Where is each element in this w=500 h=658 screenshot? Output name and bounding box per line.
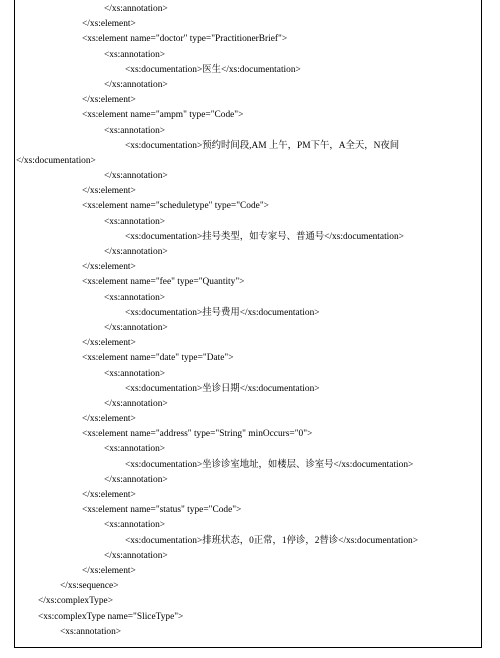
code-line: <xs:element name="ampm" type="Code">	[82, 110, 244, 121]
code-line: <xs:annotation>	[104, 125, 166, 136]
code-line: </xs:annotation>	[104, 398, 168, 409]
code-line: </xs:element>	[82, 338, 136, 349]
code-line: <xs:element name="address" type="String" minOccurs="0">	[82, 429, 313, 440]
xml-schema-listing	[0, 2, 500, 640]
code-line: <xs:element name="status" type="Code">	[82, 505, 242, 516]
code-line: <xs:documentation>坐诊日期</xs:documentation>	[125, 383, 320, 394]
code-line: <xs:documentation>坐诊诊室地址，如楼层、诊室号</xs:documentation>	[125, 459, 414, 470]
code-line: </xs:annotation>	[104, 171, 168, 182]
code-line: </xs:annotation>	[104, 79, 168, 90]
code-line: <xs:annotation>	[104, 49, 166, 60]
code-line: <xs:complexType name="SliceType">	[38, 611, 184, 622]
code-line: </xs:annotation>	[104, 4, 168, 14]
code-line: </xs:annotation>	[104, 474, 168, 485]
code-line: </xs:complexType>	[38, 596, 114, 607]
code-line: <xs:annotation>	[104, 520, 166, 531]
code-line: </xs:annotation>	[104, 247, 168, 257]
code-line: </xs:element>	[82, 414, 136, 425]
code-line: <xs:documentation>排班状态，0正常，1停诊，2替诊</xs:documentation>	[125, 535, 419, 546]
code-line: </xs:element>	[82, 262, 136, 273]
code-line: <xs:documentation>医生</xs:documentation>	[125, 64, 301, 75]
code-line: </xs:element>	[82, 565, 136, 576]
code-line: </xs:element>	[82, 19, 136, 30]
code-line: <xs:annotation>	[104, 444, 166, 455]
code-line: </xs:element>	[82, 490, 136, 500]
code-line: <xs:annotation>	[104, 216, 166, 227]
code-line: </xs:annotation>	[104, 322, 168, 333]
code-line: <xs:element name="scheduletype" type="Code">	[82, 201, 269, 212]
code-line: <xs:annotation>	[104, 292, 166, 303]
code-line: </xs:sequence>	[60, 581, 119, 592]
code-line: </xs:element>	[82, 186, 136, 197]
code-line: <xs:documentation>预约时间段,AM 上午，PM下午，A全天，N夜间	[125, 140, 400, 151]
code-line: <xs:element name="date" type="Date">	[82, 353, 234, 364]
code-line: </xs:annotation>	[104, 550, 168, 561]
code-line: <xs:element name="fee" type="Quantity">	[82, 277, 245, 288]
code-line: <xs:documentation>挂号类型，如专家号、普通号</xs:documentation>	[125, 231, 404, 242]
code-line: <xs:element name="doctor" type="PractitionerBrief">	[82, 34, 288, 45]
code-line: </xs:documentation>	[16, 155, 96, 166]
code-line: <xs:annotation>	[104, 368, 166, 379]
code-line: <xs:documentation>挂号费用</xs:documentation>	[125, 307, 320, 318]
code-line: </xs:element>	[82, 95, 136, 106]
code-line: <xs:annotation>	[60, 626, 122, 637]
